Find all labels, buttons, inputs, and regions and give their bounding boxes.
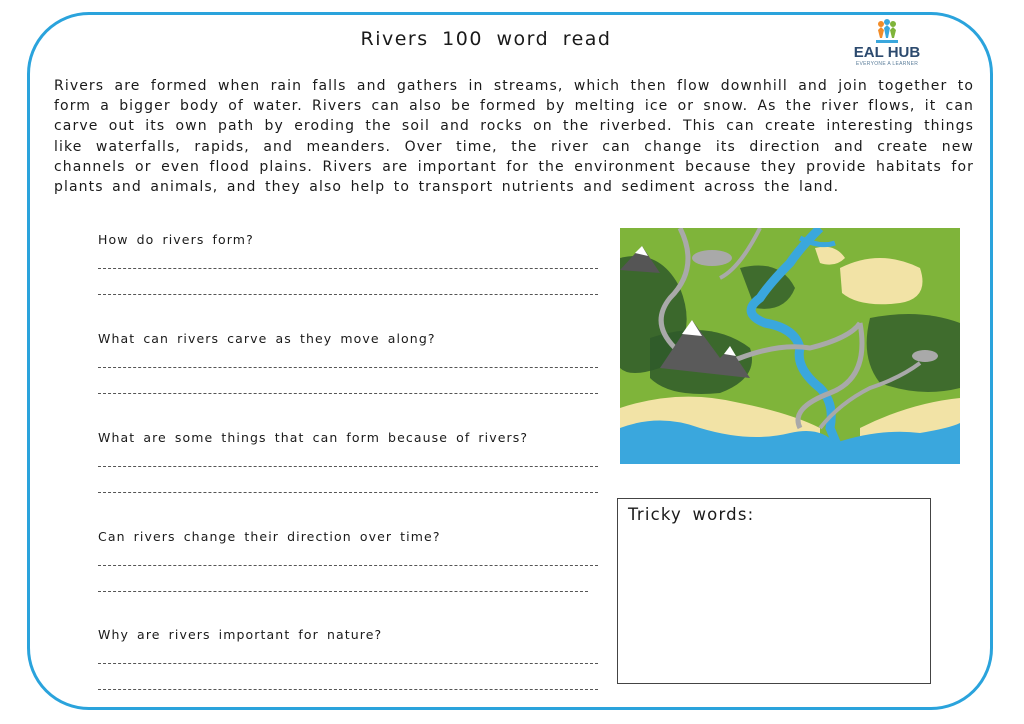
answer-line[interactable]	[98, 689, 598, 690]
answer-line[interactable]	[98, 294, 598, 295]
logo-tagline: EVERYONE A LEARNER	[855, 61, 919, 67]
page-title: Rivers 100 word read	[360, 28, 612, 50]
answer-line[interactable]	[98, 663, 598, 664]
answer-line[interactable]	[98, 367, 598, 368]
question-5: Why are rivers important for nature?	[98, 627, 383, 642]
river-landscape-illustration	[620, 228, 960, 464]
eal-hub-logo	[852, 18, 922, 70]
logo-figures-icon	[852, 18, 922, 46]
question-2: What can rivers carve as they move along?	[98, 331, 436, 346]
logo-name: EAL HUB	[853, 44, 921, 61]
reading-passage: Rivers are formed when rain falls and gathers in streams, which then flow downhill and join together to form a bigger body of water. Rivers can also be formed by melting ice or snow. As the river flows, it can carve out its own path by eroding the soil and rocks on the riverbed. This can create interesting things like waterfalls, rapids, and meanders. Over time, the river can change its direction and create new channels or even flood plains. Rivers are important for the environment because they provide habitats for plants and animals, and they also help to transport nutrients and sediment across the land.	[54, 78, 974, 196]
answer-line[interactable]	[98, 591, 588, 592]
question-4: Can rivers change their direction over time?	[98, 529, 441, 544]
answer-line[interactable]	[98, 268, 598, 269]
answer-line[interactable]	[98, 393, 598, 394]
question-1: How do rivers form?	[98, 232, 254, 247]
answer-line[interactable]	[98, 466, 598, 467]
tricky-words-label: Tricky words:	[628, 505, 755, 524]
answer-line[interactable]	[98, 565, 598, 566]
tricky-words-box[interactable]	[617, 498, 931, 684]
answer-line[interactable]	[98, 492, 598, 493]
question-3: What are some things that can form because of rivers?	[98, 430, 529, 445]
